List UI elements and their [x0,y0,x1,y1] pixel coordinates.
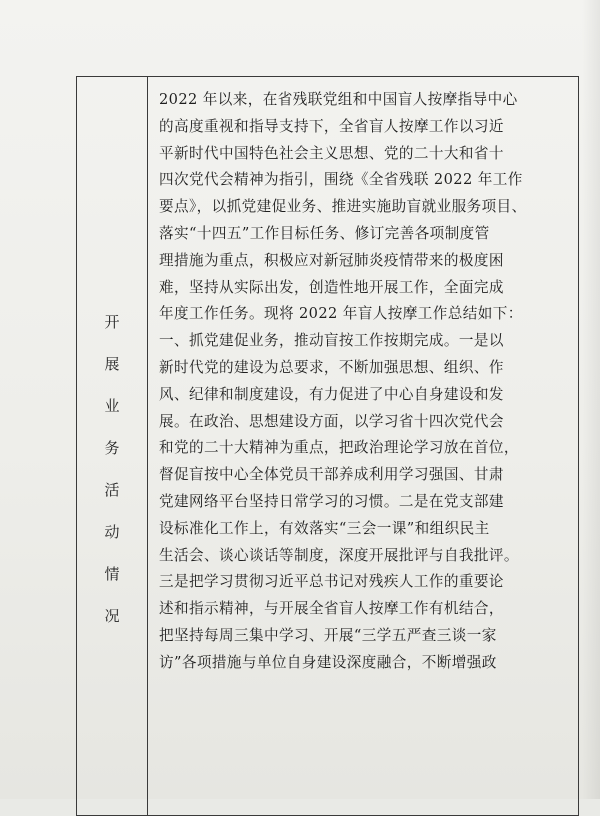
body-line: 要点》，以抓党建促业务、推进实施助盲就业服务项目、 [159,198,527,216]
section-label-char: 展 [104,355,120,373]
body-line: 难，坚持从实际出发，创造性地开展工作，全面完成 [159,278,504,296]
section-label-char: 务 [104,439,120,457]
body-line: 风、纪律和制度建设，有力促进了中心自身建设和发 [159,385,504,403]
section-label-char: 开 [104,313,120,331]
body-line: 三是把学习贯彻习近平总书记对残疾人工作的重要论 [159,573,504,591]
body-line: 和党的二十大精神为重点，把政治理论学习放在首位， [159,439,519,457]
section-label-char: 业 [104,397,120,415]
column-divider [147,77,148,815]
body-line: 2022 年以来，在省残联党组和中国盲人按摩指导中心 [159,91,518,108]
body-line: 党建网络平台坚持日常学习的习惯。二是在党支部建 [159,492,504,510]
body-line: 平新时代中国特色社会主义思想、党的二十大和省十 [159,144,504,162]
section-label-char: 况 [104,607,120,625]
body-line: 述和指示精神，与开展全省盲人按摩工作有机结合， [159,600,504,618]
body-line: 新时代党的建设为总要求，不断加强思想、组织、作 [159,358,504,376]
body-line: 四次党代会精神为指引，围绕《全省残联 2022 年工作 [159,171,523,189]
body-line: 的高度重视和指导支持下，全省盲人按摩工作以习近 [159,117,504,135]
body-line: 一、抓党建促业务，推动盲按工作按期完成。一是以 [159,332,504,350]
body-line: 生活会、谈心谈话等制度，深度开展批评与自我批评。 [159,546,519,564]
body-line: 访”各项措施与单位自身建设深度融合，不断增强政 [159,653,497,671]
body-line: 落实“十四五”工作目标任务、修订完善各项制度管 [159,224,490,242]
body-line: 年度工作任务。现将 2022 年盲人按摩工作总结如下： [159,305,523,323]
body-text [159,87,571,677]
section-label-char: 动 [104,523,120,541]
section-label-char: 活 [104,481,120,499]
report-table [76,76,579,816]
page-edge-shadow [582,0,600,799]
section-label-char: 情 [104,565,120,583]
body-line: 督促盲按中心全体党员干部养成利用学习强国、甘肃 [159,466,504,484]
body-line: 展。在政治、思想建设方面，以学习省十四次党代会 [159,412,504,430]
body-line: 理措施为重点，积极应对新冠肺炎疫情带来的极度困 [159,251,504,269]
section-label [77,311,147,626]
body-line: 设标准化工作上，有效落实“三会一课”和组织民主 [159,519,490,537]
body-line: 把坚持每周三集中学习、开展“三学五严查三谈一家 [159,626,497,644]
